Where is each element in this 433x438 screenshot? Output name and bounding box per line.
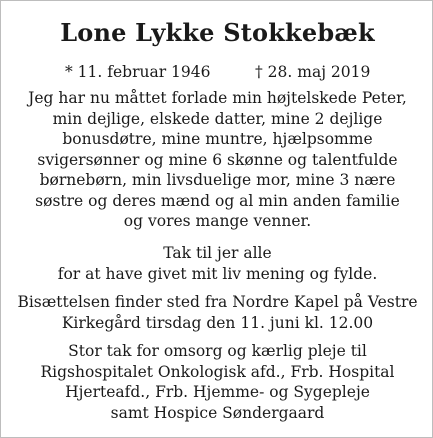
gratitude-line: Stor tak for omsorg og kærlig pleje til bbox=[68, 342, 367, 360]
farewell-message bbox=[1, 88, 433, 232]
thanks-line: for at have givet mit liv mening og fylde. bbox=[57, 264, 378, 283]
thanks-message bbox=[1, 243, 433, 284]
message-line: bonusdøtre, mine muntre, hjælpsomme bbox=[62, 130, 373, 148]
message-line: og vores mange venner. bbox=[123, 212, 312, 230]
gratitude-line: Hjerteafd., Frb. Hjemme- og Sygepleje bbox=[65, 383, 370, 401]
life-dates bbox=[1, 60, 433, 84]
message-line: børnebørn, min livsduelige mor, mine 3 nære bbox=[39, 171, 396, 189]
funeral-line: Kirkegård tirsdag den 11. juni kl. 12.00 bbox=[61, 313, 374, 332]
thanks-line: Tak til jer alle bbox=[163, 244, 272, 262]
deceased-name: Lone Lykke Stokkebæk bbox=[60, 18, 375, 47]
gratitude-message bbox=[1, 341, 433, 423]
funeral-line: Bisættelsen finder sted fra Nordre Kapel på Vestre bbox=[17, 293, 418, 311]
message-line: søstre og deres mænd og al min anden familie bbox=[35, 191, 400, 210]
gratitude-line: Rigshospitalet Onkologisk afd., Frb. Hospital bbox=[40, 362, 395, 381]
birth-date: * 11. februar 1946 bbox=[65, 63, 211, 81]
gratitude-line: samt Hospice Søndergaard bbox=[110, 403, 325, 422]
message-line: min dejlige, elskede datter, mine 2 dejlige bbox=[52, 109, 383, 128]
funeral-info bbox=[1, 292, 433, 333]
death-date: † 28. maj 2019 bbox=[255, 63, 371, 81]
message-line: svigersønner og mine 6 skønne og talentfulde bbox=[37, 150, 398, 169]
message-line: Jeg har nu måttet forlade min højtelskede Peter, bbox=[28, 89, 407, 107]
